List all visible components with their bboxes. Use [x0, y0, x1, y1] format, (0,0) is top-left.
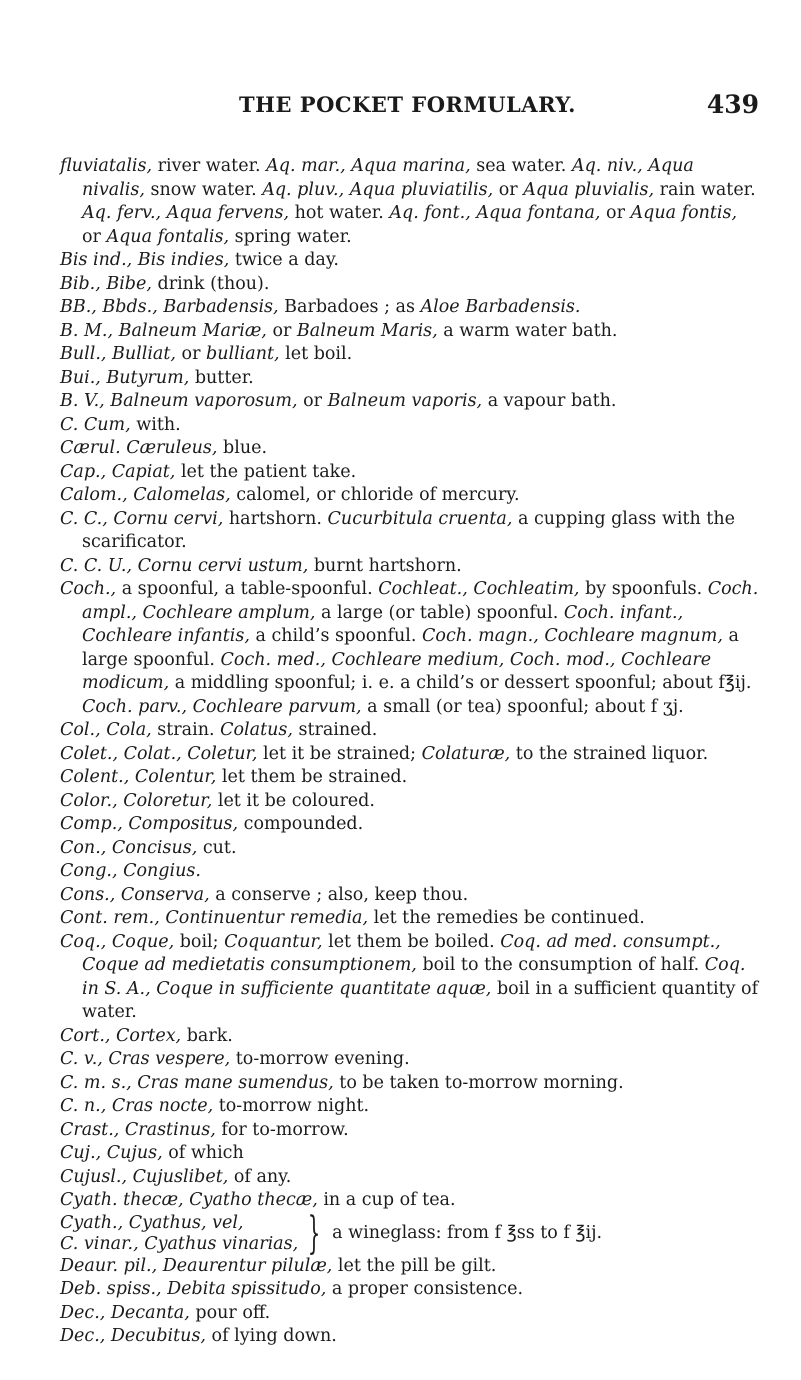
glossary-entry [60, 860, 759, 884]
entry-text: strain. [151, 720, 221, 740]
glossary-entry [60, 155, 759, 249]
glossary-entry [60, 484, 759, 508]
entry-term: Cons., Conserva, [60, 884, 210, 905]
glossary-entry [60, 719, 759, 743]
entry-term: Coch. med., Cochleare medium, Coch. mod., Cochleare modicum, [82, 649, 712, 693]
entry-text: to be taken to-morrow morning. [333, 1072, 624, 1093]
entry-term: Con., Concisus, [60, 837, 198, 858]
entry-term: BB., Bbds., Barbadensis, [60, 297, 279, 317]
entry-text: in a cup of tea. [317, 1190, 456, 1210]
entry-text: let them be boiled. [322, 931, 501, 952]
glossary-entry [60, 907, 759, 931]
entry-term: Cyath. thecæ, Cyatho thecæ, [60, 1190, 318, 1210]
entry-text: a child’s spoonful. [249, 626, 423, 646]
glossary-entry [60, 1142, 759, 1166]
entry-term: C. C., Cornu cervi, [60, 508, 224, 529]
glossary-entry [60, 1325, 759, 1349]
entry-term: C. m. s., Cras mane sumendus, [60, 1072, 334, 1093]
entry-text: of which [162, 1143, 244, 1163]
glossary-entry [60, 1025, 759, 1049]
entry-text: a proper consistence. [326, 1279, 524, 1299]
entry-term: Deaur. pil., Deaurentur pilulæ, [60, 1255, 333, 1276]
entry-text: to the strained liquor. [510, 743, 709, 764]
entry-text: drink (thou). [151, 273, 270, 294]
entry-term: Calom., Calomelas, [60, 485, 231, 505]
entry-term: Cort., Cortex, [60, 1025, 182, 1046]
entry-text: burnt hartshorn. [308, 555, 462, 576]
entry-term: Coq. ad med. consumpt., Coque ad medietatis consumptionem, [82, 931, 721, 975]
glossary-entry [60, 437, 759, 461]
entry-text: compounded. [238, 814, 364, 834]
entry-text: calomel, or chloride of mercury. [230, 485, 520, 505]
glossary-entry [60, 414, 759, 438]
entry-text: or [175, 344, 206, 364]
entry-term: B. V., Balneum vaporosum, [60, 391, 298, 411]
brace-entry [60, 1207, 759, 1259]
entry-term: Coch., [60, 579, 117, 599]
entry-list-b [60, 1255, 759, 1349]
entry-term: Coch. ampl., Cochleare amplum, [82, 579, 759, 623]
entry-text: let the remedies be continued. [368, 908, 645, 928]
glossary-entry [60, 1278, 759, 1302]
entry-term: Aq. mar., Aqua marina, [266, 156, 471, 176]
entry-text: a small (or tea) spoonful; about f ʒj. [361, 696, 684, 717]
entry-term: Colent., Colentur, [60, 767, 217, 787]
entry-term: Aq. pluv., Aqua pluviatilis, [262, 179, 494, 200]
entry-text: or [297, 391, 328, 411]
glossary-entry [60, 1119, 759, 1143]
entry-text: or [82, 226, 107, 247]
entry-text: Barbadoes ; as [278, 297, 421, 317]
entry-term: Coch. magn., Cochleare magnum, [422, 626, 723, 646]
entry-text: let the patient take. [175, 461, 357, 482]
entry-text: a vapour bath. [482, 391, 617, 411]
entry-term: Bib., Bibe, [60, 273, 152, 294]
entry-text: let boil. [279, 344, 353, 364]
entry-term: C. C. U., Cornu cervi ustum, [60, 555, 309, 576]
glossary-entry [60, 1072, 759, 1096]
entry-term: Coq., Coque, [60, 931, 175, 952]
entry-term: Dec., Decanta, [60, 1302, 190, 1323]
entry-text: pour off. [189, 1302, 271, 1323]
entry-text: let the pill be gilt. [332, 1255, 497, 1276]
entry-term: fluviatalis, [60, 156, 153, 176]
glossary-entry [60, 249, 759, 273]
glossary-entry [60, 343, 759, 367]
glossary-entry [60, 508, 759, 555]
entry-text: rain water. [654, 179, 756, 200]
entry-text: of lying down. [205, 1326, 337, 1346]
entry-text: of any. [228, 1166, 292, 1187]
entry-text: butter. [189, 367, 254, 388]
entry-term: Deb. spiss., Debita spissitudo, [60, 1279, 327, 1299]
entry-term: bulliant, [206, 344, 280, 364]
entry-term: Comp., Compositus, [60, 814, 239, 834]
entry-term: Bull., Bulliat, [60, 344, 176, 364]
brace-line-1: Cyath., Cyathus, vel, [60, 1212, 244, 1233]
entry-term: Aq. font., Aqua fontana, [389, 203, 601, 223]
entry-text: a spoonful, a table-spoonful. [116, 579, 379, 599]
glossary-entry [60, 461, 759, 485]
entry-list-a [60, 155, 759, 1213]
entry-term: Cochleat., Cochleatim, [378, 579, 580, 599]
entry-term: Coquantur, [224, 931, 323, 952]
glossary-entry [60, 273, 759, 297]
entry-text: by spoonfuls. [579, 579, 708, 599]
page-header [56, 92, 759, 122]
glossary-entry [60, 766, 759, 790]
entry-text: twice a day. [229, 250, 339, 270]
glossary-entry [60, 931, 759, 1025]
entry-text: a cupping glass with the scarificator. [82, 508, 735, 552]
glossary-entry [60, 1189, 759, 1213]
brace-line-2: C. vinar., Cyathus vinarias, [60, 1233, 299, 1254]
glossary-entry [60, 296, 759, 320]
entry-text: blue. [217, 438, 268, 458]
entry-term: Colatus, [220, 720, 293, 740]
entry-term: Aq. niv., Aqua nivalis, [82, 156, 694, 200]
entry-term: Aq. ferv., Aqua fervens, [82, 203, 290, 223]
entry-term: Aqua fontis, [630, 203, 738, 223]
entry-text: a large spoonful. [82, 626, 739, 670]
entry-term: Balneum vaporis, [327, 391, 483, 411]
running-title: THE POCKET FORMULARY. [239, 92, 576, 117]
entry-text: let it be strained; [257, 743, 422, 764]
entry-term: Cujusl., Cujuslibet, [60, 1166, 229, 1187]
entry-text: hot water. [289, 203, 390, 223]
glossary-entry [60, 837, 759, 861]
glossary-entry [60, 743, 759, 767]
entry-term: C. v., Cras vespere, [60, 1049, 231, 1069]
entry-text: a warm water bath. [437, 320, 618, 341]
entry-term: Cuj., Cujus, [60, 1143, 163, 1163]
entry-text: or [493, 179, 524, 200]
entry-text: a conserve ; also, keep thou. [209, 884, 469, 905]
entry-term: Colaturæ, [421, 743, 511, 764]
entry-text: to-morrow night. [213, 1096, 370, 1116]
entry-text: let them be strained. [216, 767, 408, 787]
entry-term: Coch. parv., Cochleare parvum, [82, 696, 362, 717]
glossary-entry [60, 390, 759, 414]
entry-text: a middling spoonful; i. e. a child’s or dessert spoonful; about f℥ij. [169, 673, 752, 693]
glossary-entry [60, 578, 759, 719]
entry-text: boil to the consumption of half. [416, 955, 705, 975]
entry-term: Coch. infant., Cochleare infantis, [82, 602, 684, 646]
entry-term: Bui., Butyrum, [60, 367, 190, 388]
glossary-entry [60, 1166, 759, 1190]
entry-term: Dec., Decubitus, [60, 1326, 206, 1346]
brace-icon: } [307, 1207, 321, 1259]
entry-term: Col., Cola, [60, 720, 152, 740]
glossary-entry [60, 367, 759, 391]
entry-term: B. M., Balneum Mariæ, [60, 320, 267, 341]
entry-term: Aloe Barbadensis. [420, 297, 581, 317]
entry-term: Color., Coloretur, [60, 790, 213, 811]
entry-text: cut. [197, 837, 237, 858]
entry-term: Bis ind., Bis indies, [60, 250, 230, 270]
glossary-entry [60, 1255, 759, 1279]
entry-term: Colet., Colat., Coletur, [60, 743, 258, 764]
entry-term: Cærul. Cæruleus, [60, 438, 218, 458]
glossary-entry [60, 320, 759, 344]
glossary-entry [60, 1095, 759, 1119]
entry-text: spring water. [229, 226, 352, 247]
glossary-entry [60, 884, 759, 908]
entry-term: Cont. rem., Continuentur remedia, [60, 908, 369, 928]
entry-term: C. Cum, [60, 414, 131, 435]
glossary-entries [60, 155, 759, 1349]
entry-term: Balneum Maris, [296, 320, 438, 341]
entry-text: boil; [174, 931, 225, 952]
entry-term: Cucurbitula cruenta, [327, 508, 513, 529]
glossary-entry [60, 813, 759, 837]
entry-text: to-morrow evening. [230, 1049, 410, 1069]
glossary-entry [60, 790, 759, 814]
entry-term: Cap., Capiat, [60, 461, 176, 482]
entry-term: Cong., Congius. [60, 861, 201, 881]
entry-term: Crast., Crastinus, [60, 1119, 216, 1140]
entry-text: or [600, 203, 631, 223]
entry-text: for to-morrow. [215, 1119, 349, 1140]
entry-term: Coq. in S. A., Coque in sufficiente quantitate aquæ, [82, 955, 746, 999]
brace-definition: a wineglass: from f ℥ss to f ℥ij. [332, 1223, 603, 1243]
entry-term: Aqua pluvialis, [523, 179, 655, 200]
entry-text: or [266, 320, 297, 341]
entry-text: with. [130, 414, 181, 435]
brace-left [60, 1213, 298, 1255]
page-number: 439 [706, 90, 759, 119]
entry-text: river water. [152, 156, 267, 176]
entry-text: let it be coloured. [212, 790, 375, 811]
entry-text: bark. [181, 1025, 233, 1046]
entry-text: sea water. [470, 156, 572, 176]
glossary-entry [60, 1048, 759, 1072]
entry-text: snow water. [144, 179, 263, 200]
entry-text: a large (or table) spoonful. [315, 602, 564, 623]
entry-text: boil in a sufficient quantity of water. [82, 978, 759, 1022]
entry-term: Aqua fontalis, [106, 226, 230, 247]
entry-text: hartshorn. [223, 508, 328, 529]
glossary-entry [60, 555, 759, 579]
glossary-entry [60, 1302, 759, 1326]
entry-term: C. n., Cras nocte, [60, 1096, 214, 1116]
entry-text: strained. [292, 720, 378, 740]
